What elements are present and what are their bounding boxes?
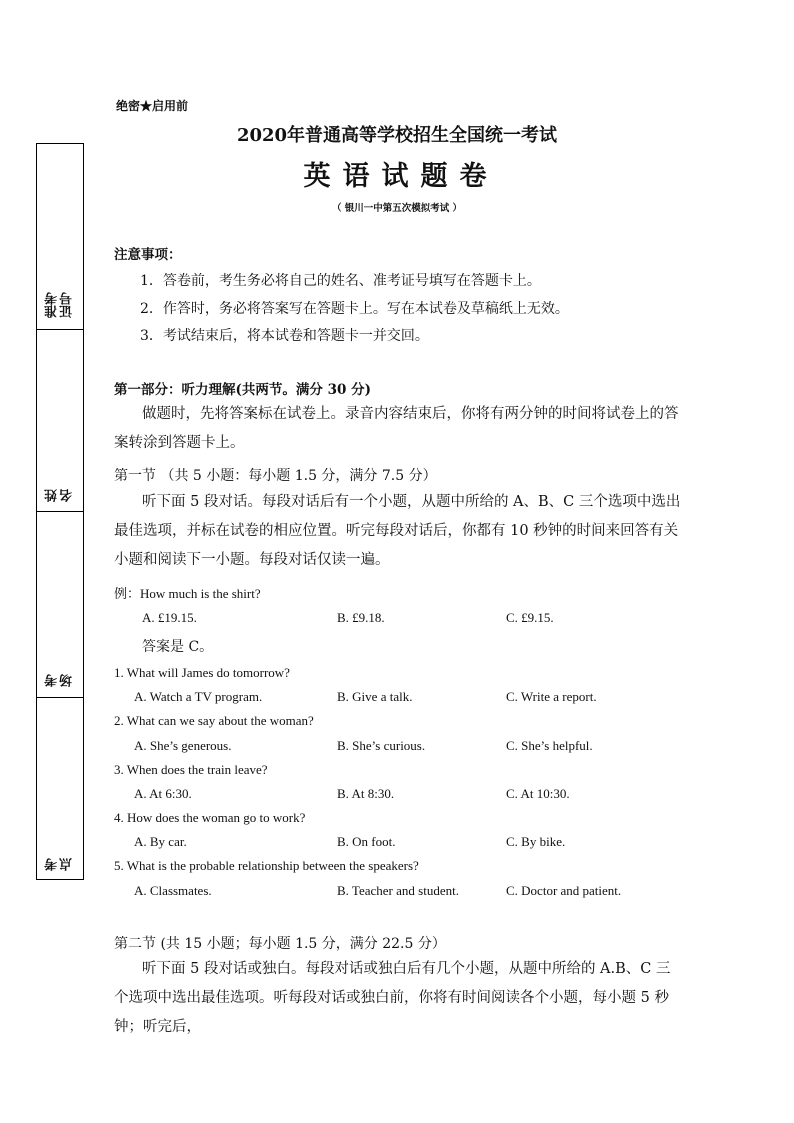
q5-option-a: A. Classmates. [134,883,212,898]
q3-option-c: C. At 10:30. [506,786,570,801]
q4-option-c: C. By bike. [506,834,566,849]
question-3: 3. When does the train leave? [114,762,268,777]
section1-heading: 第一节 （共 5 小题：每小题 1.5 分，满分 7.5 分） [114,468,437,484]
q2-option-b: B. She’s curious. [337,738,426,753]
question-1: 1. What will James do tomorrow? [114,665,290,680]
strip-divider [37,511,83,512]
section2-intro: 听下面 5 段对话或独白。每段对话或独白后有几个小题，从题中所给的 A.B、C 三个选项中选出最佳选项。听每段对话或独白前，你将有时间阅读各个小题，每小题 5 秒钟；听完后， [114,961,671,1035]
note-item: 1．答卷前，考生务必将自己的姓名、准考证号填写在答题卡上。 [140,273,541,289]
example-option-b: B. £9.18. [337,610,385,625]
site-label: 考 点 [45,857,75,871]
example-question: 例：How much is the shirt? [114,586,261,601]
exam-title: 2020年普通高等学校招生全国统一考试 [236,125,558,146]
note-item: 3．考试结束后，将本试卷和答题卡一并交回。 [140,328,429,344]
question-4: 4. How does the woman go to work? [114,810,306,825]
q3-option-b: B. At 8:30. [337,786,395,801]
section1-intro: 听下面 5 段对话。每段对话后有一个小题，从题中所给的 A、B、C 三个选项中选出最佳选项，并标在试卷的相应位置。听完每段对话后，你都有 10 秒钟的时间来回答有关小题和阅读下一小题。每段对话仅读一遍。 [114,494,681,568]
q2-option-a: A. She’s generous. [134,738,232,753]
part1-heading: 第一部分：听力理解(共两节。满分 30 分) [114,382,371,398]
strip-divider [37,329,83,330]
paper-subtitle: （ 银川一中第五次模拟考试 ） [331,203,463,214]
part1-intro: 做题时，先将答案标在试卷上。录音内容结束后，你将有两分钟的时间将试卷上的答案转涂到答题卡上。 [114,406,679,451]
note-item: 2．作答时，务必将答案写在答题卡上。写在本试卷及草稿纸上无效。 [140,301,569,317]
confidential-mark: 绝密★启用前 [116,99,189,113]
question-2: 2. What can we say about the woman? [114,713,314,728]
name-label: 姓 名 [45,488,75,502]
q5-option-b: B. Teacher and student. [337,883,459,898]
q2-option-c: C. She’s helpful. [506,738,593,753]
question-5: 5. What is the probable relationship between the speakers? [114,858,419,873]
q1-option-b: B. Give a talk. [337,689,413,704]
example-option-c: C. £9.15. [506,610,554,625]
paper-title: 英语试题卷 [303,161,499,192]
q3-option-a: A. At 6:30. [134,786,192,801]
example-option-a: A. £19.15. [142,610,197,625]
q1-option-a: A. Watch a TV program. [134,689,263,704]
q1-option-c: C. Write a report. [506,689,597,704]
q4-option-a: A. By car. [134,834,187,849]
strip-divider [37,697,83,698]
exam-number-label: 准考 证号 [45,292,75,318]
q5-option-c: C. Doctor and patient. [506,883,622,898]
section2-heading: 第二节 (共 15 小题；每小题 1.5 分，满分 22.5 分） [114,936,446,952]
example-answer: 答案是 C。 [142,639,214,655]
binding-strip [36,143,84,880]
room-label: 考 场 [45,673,75,687]
notes-heading: 注意事项： [114,247,182,263]
q4-option-b: B. On foot. [337,834,396,849]
